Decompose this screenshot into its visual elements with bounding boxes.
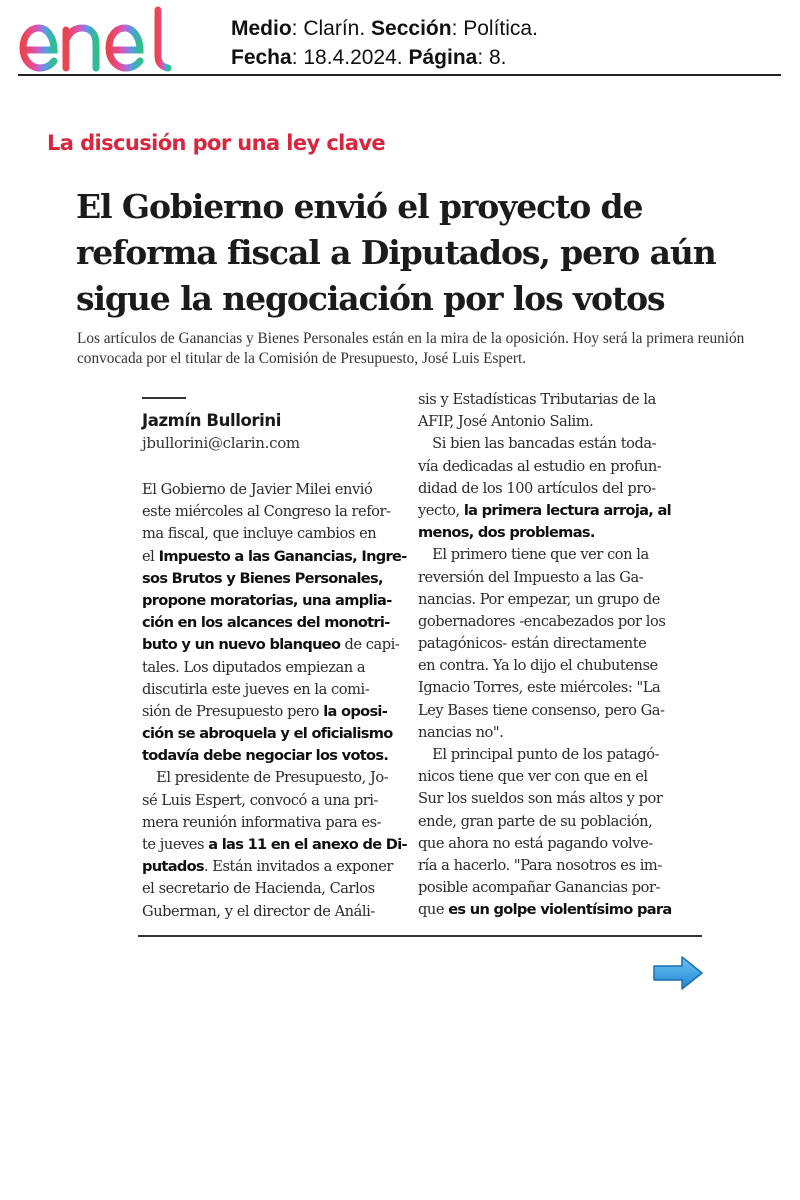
article-body-column-1: [142, 479, 412, 923]
article-text-line: [142, 723, 412, 745]
bold-text-run: a las 11 en el anexo de Di-: [208, 836, 407, 853]
header-divider: [18, 74, 781, 76]
article-text-line: [418, 411, 700, 433]
bold-text-run: putados: [142, 858, 204, 876]
article-text-line: [142, 767, 412, 789]
text-run: mera reunión informativa para es-: [142, 813, 382, 831]
text-run: posible acompañar Ganancias por-: [418, 879, 660, 897]
article-text-line: [142, 701, 412, 723]
article-text-line: [418, 855, 700, 877]
text-run: en contra. Ya lo dijo el chubutense: [418, 657, 658, 675]
article-text-line: [142, 523, 412, 545]
bold-text-run: ción se abroquela y el oficialismo: [142, 725, 393, 743]
meta-value: : Política.: [451, 17, 538, 40]
text-run: ma fiscal, que incluye cambios en: [142, 525, 377, 543]
text-run: Ignacio Torres, este miércoles: "La: [418, 679, 661, 697]
bold-text-run: ción en los alcances del monotri-: [142, 614, 390, 632]
text-run: reversión del Impuesto a las Ga-: [418, 568, 644, 586]
article-text-line: [418, 567, 700, 589]
article-headline: El Gobierno envió el proyecto de reforma fiscal a Diputados, pero aún sigue la negociación por los votos: [76, 187, 716, 318]
next-page-arrow-shape: [652, 955, 704, 991]
article-text-line: [418, 478, 700, 500]
text-run: patagónicos- están directamente: [418, 635, 647, 653]
meta-label: Sección: [371, 17, 452, 40]
text-run: nancias. Por empezar, un grupo de: [418, 590, 660, 608]
text-run: que ahora no está pagando volve-: [418, 834, 653, 852]
article-text-line: [418, 456, 700, 478]
article-text-line: [418, 544, 700, 566]
meta-value: : 8.: [477, 46, 507, 69]
article-text-line: [418, 522, 700, 544]
text-run: didad de los 100 artículos del pro-: [418, 479, 656, 497]
article-text-line: [418, 677, 700, 699]
meta-label: Medio: [231, 17, 292, 40]
bold-text-run: buto y un nuevo blanqueo: [142, 636, 341, 654]
text-run: el: [142, 547, 159, 565]
enel-logo: [18, 6, 190, 72]
article-text-line: [142, 679, 412, 701]
text-run: este miércoles al Congreso la refor-: [142, 503, 391, 521]
article-text-line: [418, 700, 700, 722]
article-text-line: [142, 590, 412, 612]
article-text-line: [418, 655, 700, 677]
article-text-line: [142, 856, 412, 878]
article-text-line: [142, 901, 412, 923]
bold-text-run: la primera lectura arroja, al: [463, 501, 671, 519]
article-text-line: [142, 479, 412, 501]
text-run: El primero tiene que ver con la: [418, 546, 649, 564]
text-run: tales. Los diputados empiezan a: [142, 658, 366, 676]
article-text-line: [418, 433, 700, 455]
text-run: sis y Estadísticas Tributarias de la: [418, 391, 656, 408]
arrow-right-icon[interactable]: [652, 955, 704, 991]
text-run: El presidente de Presupuesto, Jo-: [142, 769, 389, 787]
text-run: sión de Presupuesto pero: [142, 702, 324, 720]
text-run: yecto,: [418, 501, 464, 519]
text-run: Sur los sueldos son más altos y por: [418, 790, 663, 808]
article-text-line: [418, 811, 700, 833]
article-text-line: [142, 745, 412, 767]
bold-text-run: la oposi-: [323, 702, 388, 720]
article-subheadline: Los artículos de Ganancias y Bienes Personales están en la mira de la oposición. Hoy será la primera reunión convocada por el titular de la Comisión de Presupuesto, José Luis Espert.: [77, 330, 745, 367]
text-run: de capi-: [340, 636, 400, 654]
text-run: vía dedicadas al estudio en profun-: [418, 457, 662, 475]
article-kicker: La discusión por una ley clave: [47, 131, 386, 155]
meta-value: : 18.4.2024.: [291, 46, 409, 69]
article-text-line: [142, 501, 412, 523]
bold-text-run: menos, dos problemas.: [418, 524, 595, 542]
byline-divider: [142, 397, 186, 399]
article-text-line: [418, 833, 700, 855]
text-run: Ley Bases tiene consenso, pero Ga-: [418, 701, 665, 719]
article-text-line: [142, 790, 412, 812]
bold-text-run: propone moratorias, una amplia-: [142, 591, 392, 609]
bold-text-run: todavía debe negociar los votos.: [142, 747, 389, 765]
text-run: gobernadores -encabezados por los: [418, 612, 666, 630]
text-run: te jueves: [142, 836, 209, 853]
meta-line-medium-section: [231, 14, 538, 43]
text-run: el secretario de Hacienda, Carlos: [142, 880, 375, 898]
text-run: Si bien las bancadas están toda-: [418, 435, 657, 453]
text-run: nancias no".: [418, 723, 504, 741]
text-run: que: [418, 901, 449, 919]
article-body-column-2: [418, 389, 700, 922]
text-run: nicos tiene que ver con que en el: [418, 768, 648, 786]
article-text-line: [418, 500, 700, 522]
text-run: sé Luis Espert, convocó a una pri-: [142, 791, 378, 809]
text-run: El Gobierno de Javier Milei envió: [142, 481, 373, 498]
meta-label: Fecha: [231, 46, 292, 69]
meta-value: : Clarín.: [291, 17, 372, 40]
article-text-line: [418, 611, 700, 633]
text-run: Guberman, y el director de Análi-: [142, 902, 375, 920]
bold-text-run: Impuesto a las Ganancias, Ingre-: [158, 547, 407, 565]
enel-logo-mark: [18, 6, 190, 72]
text-run: . Están invitados a exponer: [203, 858, 393, 876]
meta-label: Página: [408, 46, 478, 69]
article-text-line: [418, 389, 700, 411]
text-run: AFIP, José Antonio Salim.: [418, 413, 594, 431]
article-text-line: [142, 612, 412, 634]
press-clipping-metadata: [231, 14, 538, 72]
text-run: discutirla este jueves en la comi-: [142, 680, 370, 698]
article-author: Jazmín Bullorini: [142, 411, 281, 430]
bold-text-run: sos Brutos y Bienes Personales,: [142, 569, 383, 587]
article-text-line: [142, 812, 412, 834]
article-text-line: [142, 634, 412, 656]
bold-text-run: es un golpe violentísimo para: [448, 901, 672, 919]
article-text-line: [142, 834, 412, 856]
meta-line-date-page: [231, 43, 538, 72]
author-email: jbullorini@clarin.com: [142, 434, 300, 452]
article-text-line: [418, 589, 700, 611]
text-run: El principal punto de los patagó-: [418, 746, 660, 763]
article-text-line: [418, 722, 700, 744]
article-text-line: [418, 633, 700, 655]
article-text-line: [418, 744, 700, 766]
article-text-line: [142, 878, 412, 900]
article-text-line: [418, 766, 700, 788]
article-text-line: [418, 899, 700, 921]
article-text-line: [418, 788, 700, 810]
text-run: ría a hacerlo. "Para nosotros es im-: [418, 856, 662, 874]
article-text-line: [418, 877, 700, 899]
article-bottom-divider: [138, 935, 702, 937]
article-text-line: [142, 568, 412, 590]
article-text-line: [142, 657, 412, 679]
article-text-line: [142, 546, 412, 568]
text-run: ende, gran parte de su población,: [418, 812, 653, 830]
